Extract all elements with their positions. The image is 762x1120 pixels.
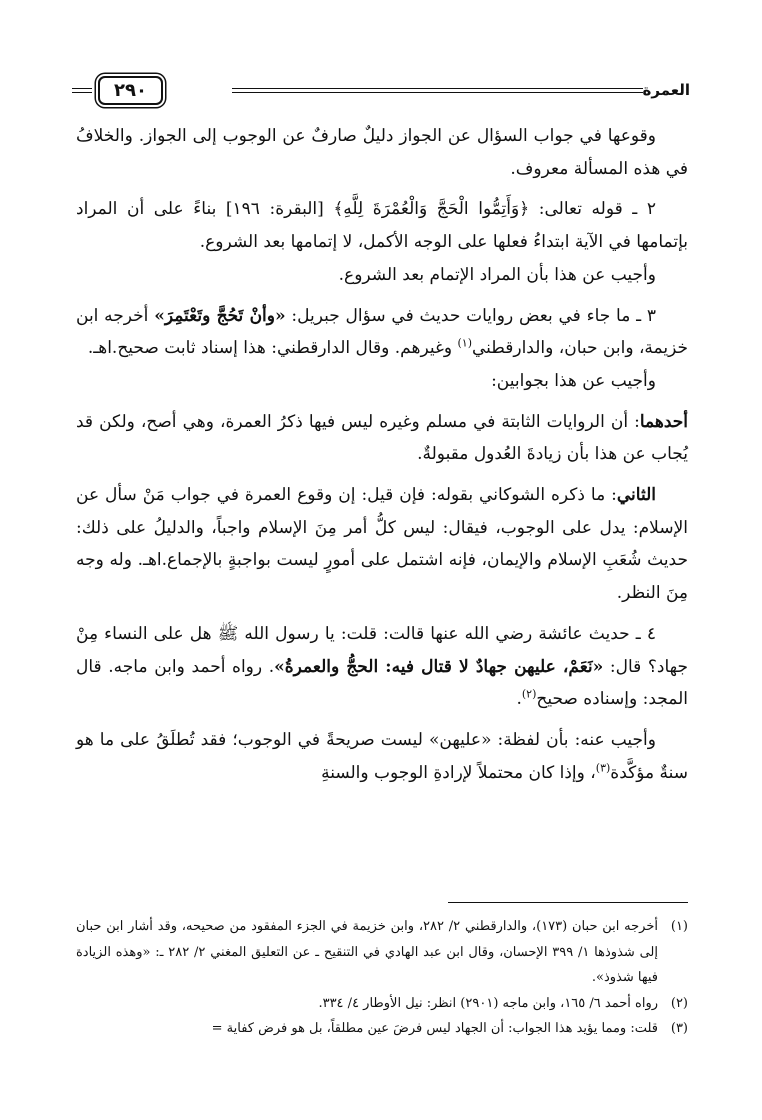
footnote-text: أخرجه ابن حبان (١٧٣)، والدارقطني ٢/ ٢٨٢، وابن خزيمة في الجزء المفقود من صحيحه، وقد أشار ابن حبان إلى شذوذها ١/ ٣٩٩ الإحسان، وقال ابن عبد الهادي في التنقيح ـ عن التعليق المغني ٢/ ٢٨٢ ـ: «وهذه الزيادة فيها شذوذ». [76,919,659,986]
header-rule-left [72,88,92,93]
footnote-ref[interactable]: (٢) [521,687,537,701]
paragraph-text: . رواه أحمد وابن ماجه. قال المجد: وإسناده صحيح [76,656,688,710]
paragraph-text: . [516,689,522,710]
paragraph-text: ٣ ـ ما جاء في بعض روايات حديث في سؤال جبريل: [285,305,656,326]
footnote [76,1016,688,1042]
footnote-number: (٣) [670,1021,688,1037]
paragraph-text: : أن الروايات الثابتة في مسلم وغيره ليس فيها ذكرُ العمرة، وهي أصح، ولكن قد يُجاب عن هذا بأن زيادةَ العُدول مقبولةٌ. [76,411,688,465]
paragraph-text: أخرجه ابن خزيمة، وابن حبان، والدارقطني [76,305,688,359]
footnote-number: (٢) [670,995,688,1011]
paragraph: وأجيب عن هذا بأن المراد الإتمام بعد الشروع. [338,264,656,285]
footnotes [76,914,688,1042]
footnote-divider [448,902,688,903]
page-number: ٢٩٠ [98,76,163,105]
paragraph: وقوعها في جواب السؤال عن الجواز دليلٌ صارفٌ عن الوجوب إلى الجواز. والخلافُ في هذه المسألة معروف. [76,126,688,179]
paragraph: وأجيب عن هذا بجوابين: [491,370,656,391]
footnote-text: قلت: ومما يؤيد هذا الجواب: أن الجهاد ليس فرضَ عين مطلقاً، بل هو فرض كفاية = [211,1021,658,1037]
page-header [72,72,690,108]
footnote [76,991,688,1017]
header-rule [232,88,643,93]
paragraph-text: وغيرهم. وقال الدارقطني: هذا إسناد ثابت صحيح.اهـ. [87,338,458,359]
main-text [76,120,688,789]
hadith-quote: «نَعَمْ، عليهن جهادٌ لا قتال فيه: الحجُّ والعمرةُ» [274,656,604,677]
paragraph [76,724,688,789]
paragraph-text: ، وإذا كان محتملاً لإرادةِ الوجوب والسنةِ [321,762,596,783]
paragraph-text: ٤ ـ حديث عائشة رضي الله عنها قالت: قلت: يا رسول الله ﷺ هل على النساء مِنْ جهاد؟ قال: [76,623,688,677]
footnote-ref[interactable]: (١) [457,336,472,350]
paragraph [76,406,688,471]
hadith-quote: «وأنْ تَحُجَّ وتَعْتَمِرَ» [154,305,286,326]
footnote-text: رواه أحمد ٦/ ١٦٥، وابن ماجه (٢٩٠١) انظر: نيل الأوطار ٤/ ٣٣٤. [318,995,658,1011]
footnote [76,914,688,991]
footnote-number: (١) [670,919,688,934]
paragraph: ٢ ـ قوله تعالى: ﴿وَأَتِمُّوا الْحَجَّ وَالْعُمْرَةَ لِلَّهِ﴾ [البقرة: ١٩٦] بناءً على أن المراد بإتمامها في الآية ابتداءُ فعلها على الوجه الأكمل، لا إتمامها بعد الشروع. [76,199,688,253]
paragraph-text: : ما ذكره الشوكاني بقوله: فإن قيل: إن وقوع العمرة في جواب مَنْ سأل عن الإسلام: يدل على الوجوب، فيقال: ليس كلُّ أمر مِنَ الإسلام واجباً، والدليلُ على ذلك: حديث شُعَبِ الإسلام والإيمان، فإنه اشتمل على أمورٍ ليست بواجبةٍ بالإجماع.اهـ. وله وجه مِنَ النظر. [76,485,688,604]
paragraph [76,618,688,716]
paragraph [76,300,688,365]
answer-label: أحدهما [639,411,688,432]
paragraph [76,479,688,610]
page-number-frame [72,76,232,105]
chapter-title: العمرة [642,81,690,99]
paragraph-text: وأجيب عنه: بأن لفظة: «عليهن» ليست صريحةً في الوجوب؛ فقد تُطلَقُ على ما هو سنةٌ مؤكَّدة [76,729,688,783]
footnote-ref[interactable]: (٣) [595,761,611,774]
answer-label: الثاني [616,485,656,506]
